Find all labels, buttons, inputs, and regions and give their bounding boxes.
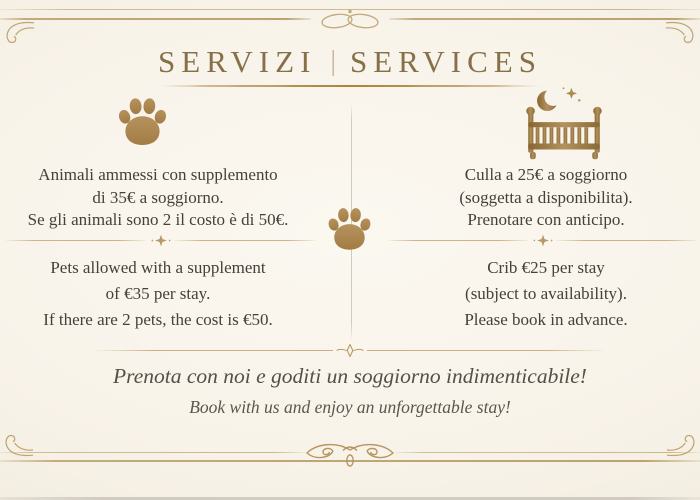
title-separator: | (330, 46, 336, 77)
corner-flourish-icon (2, 426, 34, 458)
crib-en-line: Please book in advance. (464, 310, 628, 329)
pets-info-italian (14, 164, 302, 232)
crib-it-line: (soggetta a disponibilita). (459, 187, 633, 207)
crib-moon-icon (521, 85, 607, 163)
sparkle-ornament-icon (151, 234, 171, 247)
crib-en-line: (subject to availability). (465, 284, 627, 303)
footer-divider (367, 350, 605, 351)
mid-divider-right (556, 240, 696, 241)
crib-it-line: Prenotare con anticipo. (467, 210, 625, 229)
bottom-center-flourish-icon (302, 439, 398, 471)
mid-divider-left (6, 240, 146, 241)
title-english: SERVICES (350, 44, 542, 79)
border-top-inner-line-left (0, 18, 311, 20)
diamond-ornament-icon (336, 344, 364, 357)
paw-icon (115, 92, 170, 147)
pets-info-english (14, 255, 302, 333)
crib-it-line: Culla a 25€ a soggiorno (464, 165, 628, 184)
pets-it-line: Se gli animali sono 2 il costo è di 50€. (27, 210, 289, 229)
crib-en-line: Crib €25 per stay (487, 258, 605, 277)
cta-english: Book with us and enjoy an unforgettable stay! (189, 397, 511, 417)
mid-divider-right (388, 240, 528, 241)
border-bottom-inner-line-right (395, 452, 700, 453)
pets-en-line: of €35 per stay. (105, 284, 211, 303)
corner-flourish-icon (666, 426, 698, 458)
mid-divider-left (174, 240, 316, 241)
pets-it-line: di 35€ a soggiorno. (92, 187, 224, 207)
paw-icon (325, 202, 374, 252)
crib-info-italian (412, 164, 680, 232)
border-top-inner-line-right (389, 18, 700, 20)
title-italian: SERVIZI (158, 44, 317, 79)
cta-italian: Prenota con noi e goditi un soggiorno indimenticabile! (113, 364, 587, 388)
page-title (0, 44, 700, 80)
top-center-flourish-icon (308, 7, 392, 33)
footer-divider (95, 350, 333, 351)
border-bottom-inner-line-left (0, 452, 305, 453)
title-underline (155, 85, 545, 87)
pets-it-line: Animali ammessi con supplemento (38, 165, 278, 184)
crib-info-english (412, 255, 680, 333)
pets-en-line: If there are 2 pets, the cost is €50. (43, 310, 273, 329)
sparkle-ornament-icon (533, 234, 553, 247)
pets-en-line: Pets allowed with a supplement (50, 258, 266, 277)
